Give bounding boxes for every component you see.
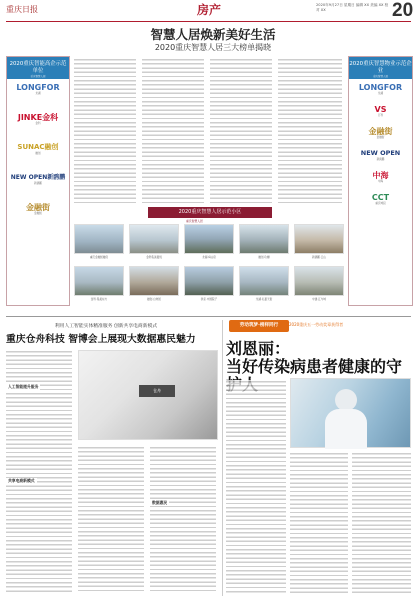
bottom-left-subhead: 共享电商新模式 <box>8 478 35 483</box>
photo <box>184 224 234 254</box>
right-sidebar-title: 2020重庆智慧物业示范企业 重庆智慧人居 <box>349 57 412 79</box>
photo-item: 龙湖·礼嘉天街 <box>239 266 289 301</box>
top-subhead: 2020重庆智慧人居三大榜单揭晓 <box>154 43 272 52</box>
logo-longfor: LONGFOR 龙湖 <box>16 83 60 95</box>
text-column <box>74 58 136 203</box>
top-article-body <box>74 58 344 203</box>
logo-cct: CCT 重庆城投 <box>371 193 390 205</box>
left-sidebar-box <box>6 56 70 306</box>
nurse-photo <box>290 378 411 448</box>
photo <box>129 266 179 296</box>
photo <box>129 224 179 254</box>
photo-item: 中建·江与城 <box>294 266 344 301</box>
logo-newopen: NEW OPEN新鸥鹏 新鸥鹏 <box>10 174 66 185</box>
photo-item: 金科·集美东方 <box>74 266 124 301</box>
logo-jinke: JINKE金科 金科 <box>17 113 59 125</box>
bottom-left-text-col2 <box>78 446 144 594</box>
photo-item: 融创·玖樾 <box>239 224 289 259</box>
bottom-left-headline: 重庆仓舟科技 智博会上展现大数据惠民魅力 <box>6 334 196 345</box>
photo-item: 融创·白象街 <box>129 266 179 301</box>
bottom-right-text-col1 <box>226 380 286 594</box>
top-headline: 智慧人居焕新美好生活 <box>150 27 276 42</box>
bottom-right-text-col2 <box>290 452 348 594</box>
section-title: 房产 <box>197 3 222 17</box>
bottom-left-subhead: 数据惠民 <box>152 500 168 505</box>
logo-vanke: VS 万科 <box>374 105 387 117</box>
logo-newopen-right: NEW OPEN 新鸥鹏 <box>360 149 401 161</box>
strip-subtitle: 重庆智慧人居 <box>186 219 203 223</box>
photo <box>74 266 124 296</box>
photo-item: 新鸥鹏·云山 <box>294 224 344 259</box>
paper-name: 重庆日报 <box>6 5 38 14</box>
left-sidebar-title: 2020重庆智能高企示范单位 重庆智慧人居 <box>7 57 69 79</box>
section-divider <box>6 316 411 317</box>
photo <box>184 266 234 296</box>
photo-item: 重庆金融街融府 <box>74 224 124 259</box>
nurse-figure-body <box>325 409 367 449</box>
photo <box>294 224 344 254</box>
right-sidebar-box <box>348 56 413 306</box>
photo <box>239 224 289 254</box>
bottom-left-photo <box>78 350 218 440</box>
campaign-badge: 劳动筑梦·榜样同行 <box>229 320 289 332</box>
logo-jinrongjie: 金融街 金融街 <box>26 203 50 215</box>
photo <box>74 224 124 254</box>
photo <box>239 266 289 296</box>
strip-title: 2020重庆智慧人居示范小区 <box>148 207 272 218</box>
bottom-right-headline: 刘恩丽： 当好传染病患者健康的守 <box>226 339 403 376</box>
bottom-right-text-col3 <box>352 452 411 594</box>
text-column <box>142 58 204 203</box>
text-column <box>278 58 342 203</box>
photo-item: 龙湖·舜山府 <box>184 224 234 259</box>
text-column <box>210 58 272 203</box>
bottom-left-subhead: 人工智能提升服务 <box>8 384 39 389</box>
photo-item: 金科集美嘉悦 <box>129 224 179 259</box>
campaign-subbadge: 2020重庆五一劳动奖章获得者 <box>289 322 344 327</box>
logo-sunac: SUNAC融创 融创 <box>17 143 59 155</box>
masthead-rule <box>6 21 411 22</box>
page-number: 20 <box>392 0 414 21</box>
photo-item: 我家·中国院子 <box>184 266 234 301</box>
nurse-figure-head <box>335 389 357 411</box>
logo-zhonghai: 中海 中海 <box>372 171 389 183</box>
bottom-left-text-col3 <box>150 446 216 594</box>
office-logo-sign: 仓舟 <box>139 385 175 397</box>
photo <box>294 266 344 296</box>
bottom-left-kicker: 利用人工智能实体精准服务 创新共享电商新模式 <box>54 324 158 329</box>
photo-grid <box>74 224 344 310</box>
masthead-meta: 2020年9月27日 星期日 编辑 XX 美编 XX 校对 XX <box>316 3 389 12</box>
logo-longfor-right: LONGFOR 龙湖 <box>358 83 403 95</box>
column-divider <box>222 320 223 596</box>
logo-jinrongjie-right: 金融街 金融街 <box>368 127 393 139</box>
